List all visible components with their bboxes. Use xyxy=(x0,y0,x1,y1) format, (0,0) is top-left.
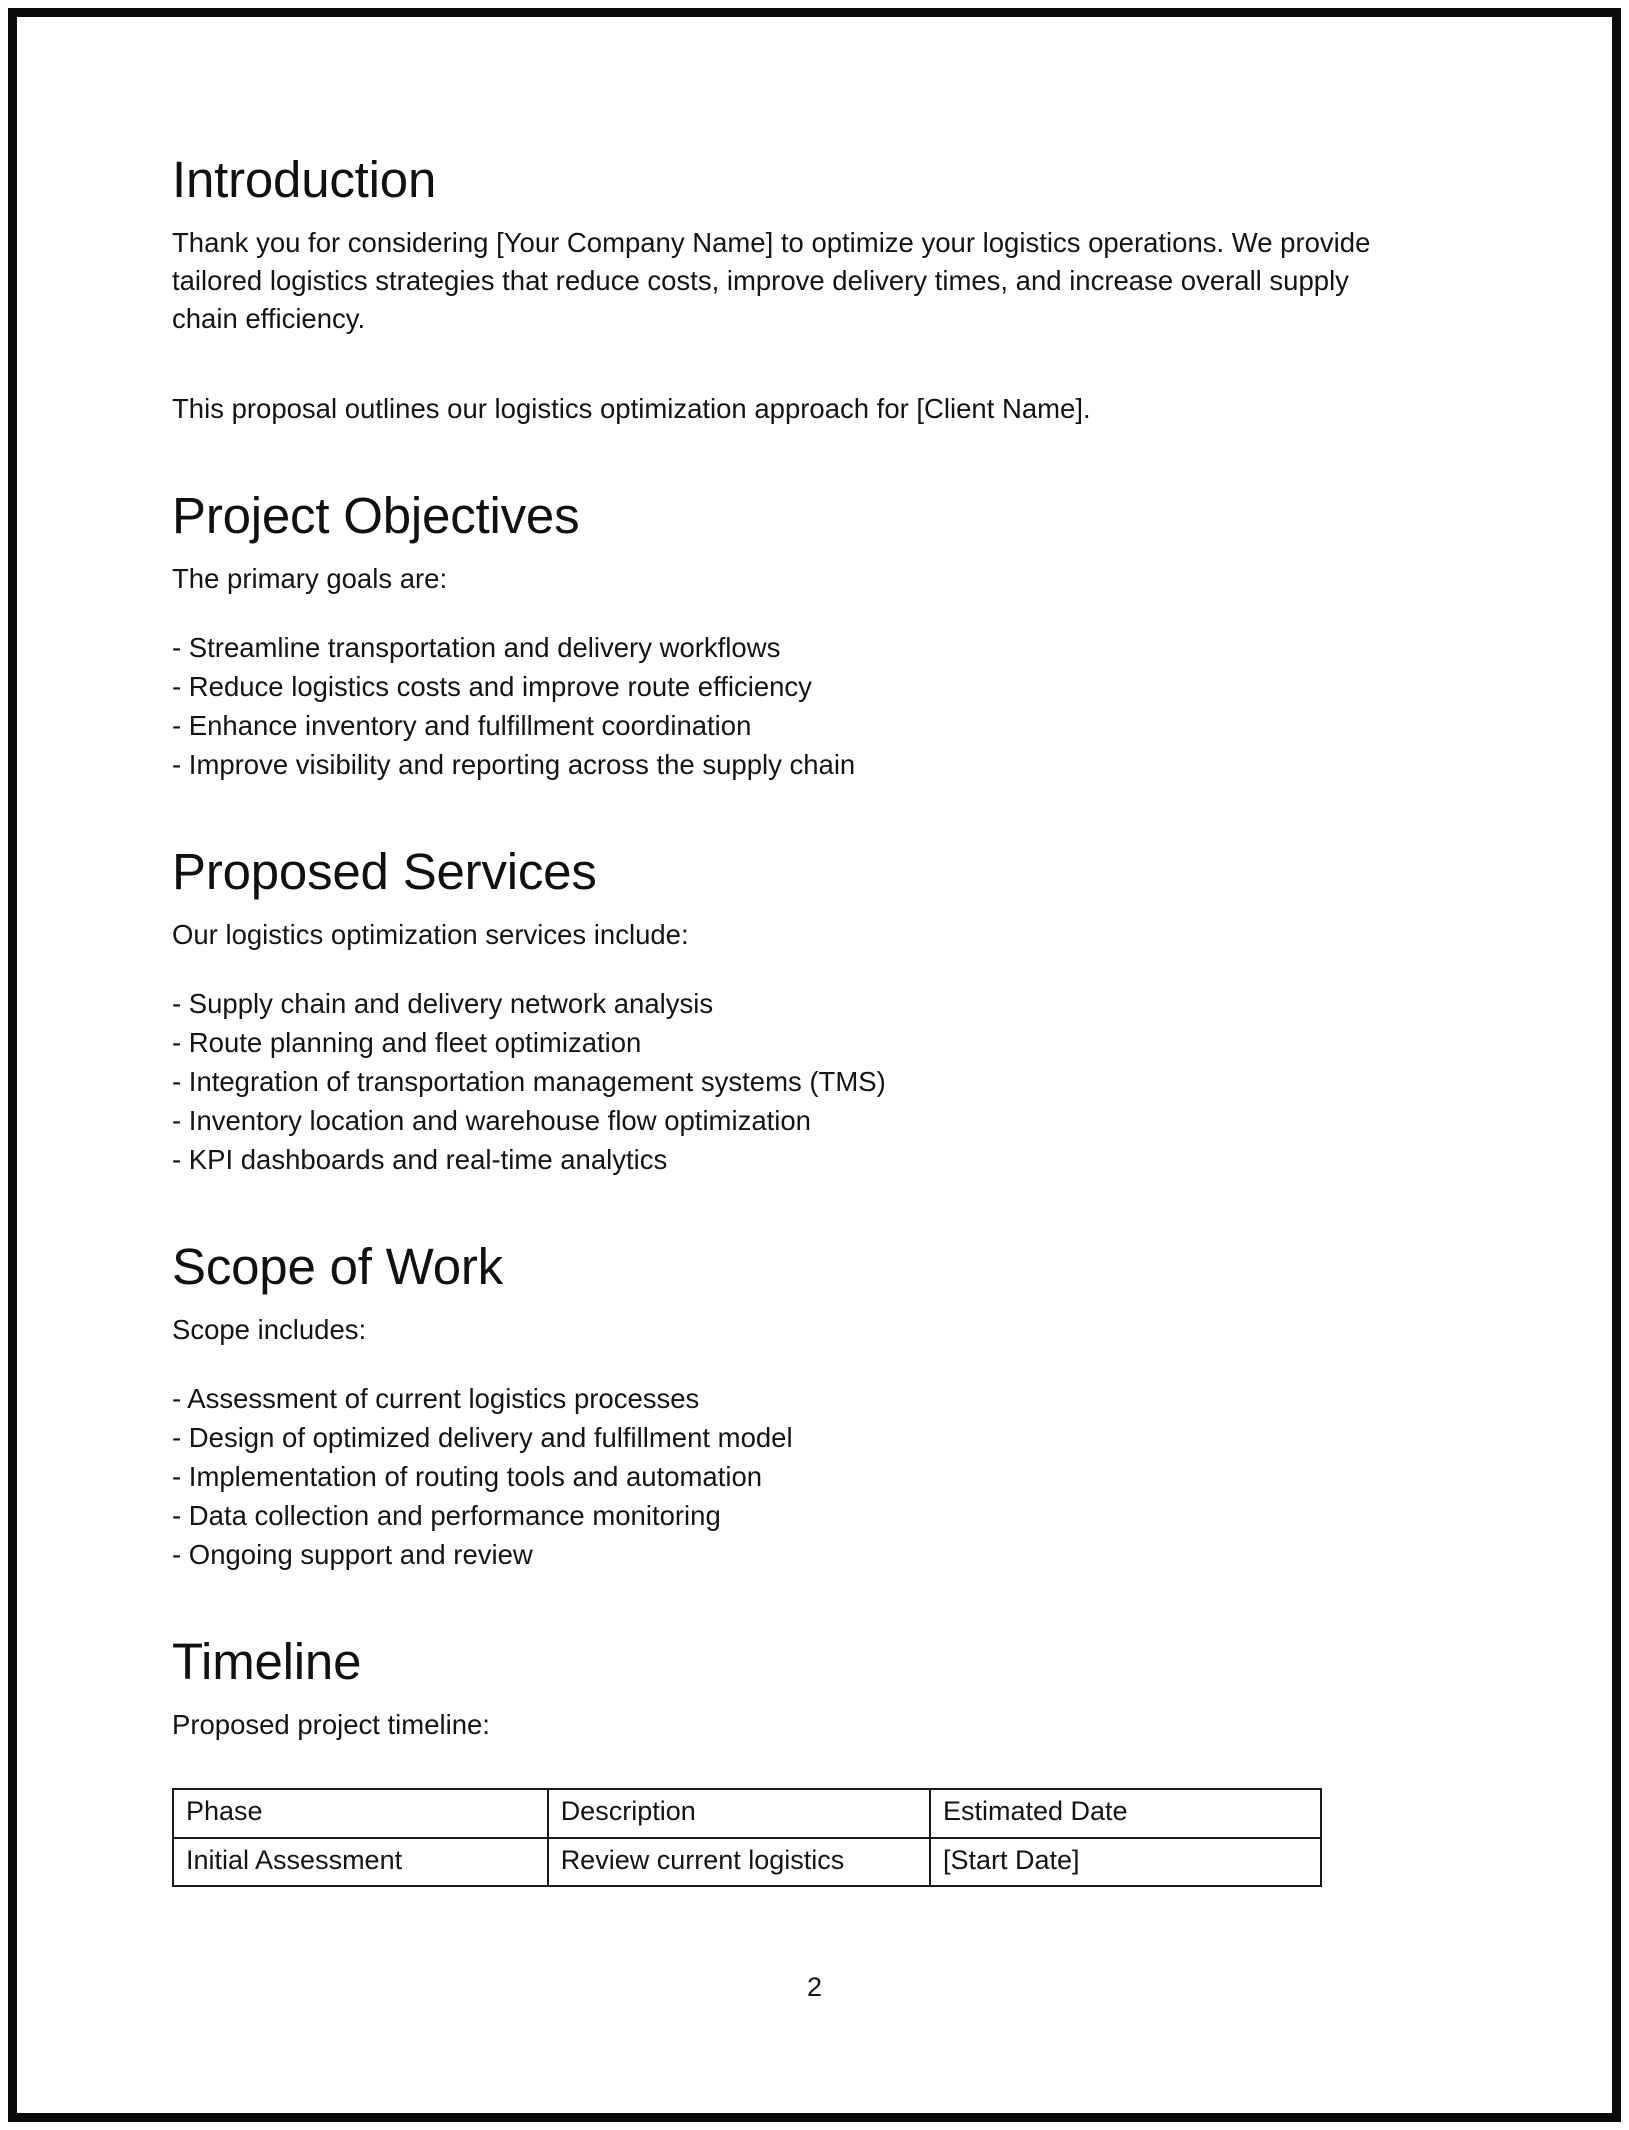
paragraph-intro-1: Thank you for considering [Your Company Name] to optimize your logistics operations. We provide tailored logistics strategies that reduce costs, improve delivery times, and increase overall supply chain efficiency. xyxy=(172,227,1371,335)
section-proposed-services xyxy=(172,844,1402,1179)
list-item: - Assessment of current logistics processes xyxy=(172,1383,700,1415)
heading-proposed-services: Proposed Services xyxy=(172,843,597,901)
table-cell-phase: Initial Assessment xyxy=(173,1838,548,1886)
timeline-table xyxy=(172,1788,1322,1886)
list-item: - Ongoing support and review xyxy=(172,1539,533,1571)
spacer xyxy=(172,1574,1402,1634)
list-item: - Supply chain and delivery network analysis xyxy=(172,988,714,1020)
section-timeline xyxy=(172,1634,1402,1886)
paragraph-services-intro: Our logistics optimization services include: xyxy=(172,919,689,951)
spacer xyxy=(172,1179,1402,1239)
table-header-cell-estimated-date: Estimated Date xyxy=(930,1789,1321,1837)
paragraph-intro-2: This proposal outlines our logistics optimization approach for [Client Name]. xyxy=(172,393,1091,425)
section-scope-of-work xyxy=(172,1239,1402,1574)
list-item: - Improve visibility and reporting across the supply chain xyxy=(172,749,856,781)
list-item: - Data collection and performance monitoring xyxy=(172,1500,721,1532)
heading-timeline: Timeline xyxy=(172,1633,362,1691)
page-number: 2 xyxy=(806,1972,823,2002)
list-item: - Integration of transportation management systems (TMS) xyxy=(172,1066,886,1098)
paragraph-scope-intro: Scope includes: xyxy=(172,1314,367,1346)
spacer xyxy=(172,1744,1402,1788)
list-proposed-services xyxy=(172,984,1402,1179)
list-item: - Streamline transportation and delivery workflows xyxy=(172,632,781,664)
list-item: - Route planning and fleet optimization xyxy=(172,1027,642,1059)
heading-project-objectives: Project Objectives xyxy=(172,487,580,545)
table-row xyxy=(173,1838,1321,1886)
spacer xyxy=(172,338,1402,390)
list-scope-of-work xyxy=(172,1379,1402,1574)
document-page xyxy=(17,17,1612,2113)
spacer xyxy=(172,428,1402,488)
list-item: - Enhance inventory and fulfillment coordination xyxy=(172,710,752,742)
spacer xyxy=(172,954,1402,984)
list-item: - Reduce logistics costs and improve route efficiency xyxy=(172,671,812,703)
list-project-objectives xyxy=(172,628,1402,784)
list-item: - Implementation of routing tools and automation xyxy=(172,1461,763,1493)
page-scan-frame xyxy=(8,8,1621,2122)
list-item: - KPI dashboards and real-time analytics xyxy=(172,1144,668,1176)
list-item: - Inventory location and warehouse flow optimization xyxy=(172,1105,811,1137)
paragraph-timeline-intro: Proposed project timeline: xyxy=(172,1709,490,1741)
document-content xyxy=(172,152,1402,1887)
table-header-row xyxy=(173,1789,1321,1837)
paragraph-objectives-intro: The primary goals are: xyxy=(172,563,448,595)
table-header-cell-description: Description xyxy=(548,1789,930,1837)
heading-introduction: Introduction xyxy=(172,151,437,208)
spacer xyxy=(172,784,1402,844)
spacer xyxy=(172,598,1402,628)
heading-scope-of-work: Scope of Work xyxy=(172,1238,503,1296)
section-introduction xyxy=(172,152,1402,428)
table-cell-description: Review current logistics xyxy=(548,1838,930,1886)
spacer xyxy=(172,1349,1402,1379)
section-project-objectives xyxy=(172,488,1402,784)
table-cell-estimated-date: [Start Date] xyxy=(930,1838,1321,1886)
table-header-cell-phase: Phase xyxy=(173,1789,548,1837)
list-item: - Design of optimized delivery and fulfillment model xyxy=(172,1422,793,1454)
